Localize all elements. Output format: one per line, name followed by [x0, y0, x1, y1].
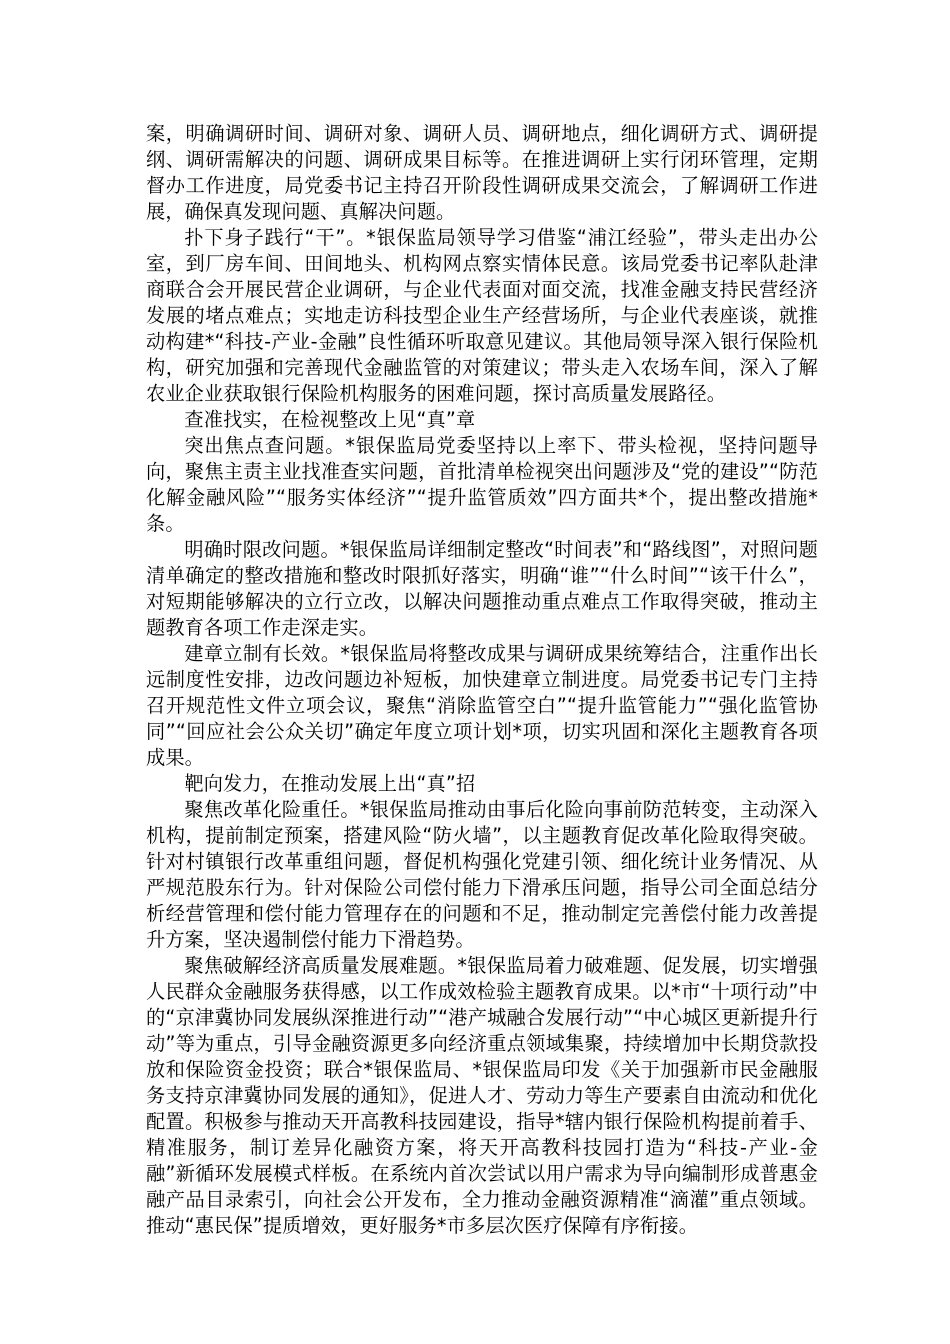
paragraph-2: 扑下身子践行“干”。*银保监局领导学习借鉴“浦江经验”，带头走出办公室，到厂房车间、田间地头、机构网点察实情体民意。该局党委书记率队赴津商联合会开展民营企业调研，与企业代表面对面交流，找准金融支持民营经济发展的堵点难点；实地走访科技型企业生产经营场所，与企业代表座谈，就推动构建*“科技-产业-金融”良性循环听取意见建议。其他局领导深入银行保险机构，研究加强和完善现代金融监管的对策建议；带头走入农场车间，深入了解农业企业获取银行保险机构服务的困难问题，探讨高质量发展路径。	[146, 226, 818, 405]
paragraph-5: 建章立制有长效。*银保监局将整改成果与调研成果统筹结合，注重作出长远制度性安排，边改问题边补短板，加快建章立制进度。局党委书记专门主持召开规范性文件立项会议，聚焦“消除监管空白”“提升监管能力”“强化监管协同”“回应社会公众关切”确定年度立项计划*项，切实巩固和深化主题教育各项成果。	[146, 642, 818, 769]
section-heading-2: 靶向发力，在推动发展上出“真”招	[184, 772, 476, 795]
paragraph-1: 案，明确调研时间、调研对象、调研人员、调研地点，细化调研方式、调研提纲、调研需解决的问题、调研成果目标等。在推进调研上实行闭环管理，定期督办工作进度，局党委书记主持召开阶段性调研成果交流会，了解调研工作进展，确保真发现问题、真解决问题。	[146, 122, 818, 223]
document-body	[146, 121, 818, 1239]
paragraph-3: 突出焦点查问题。*银保监局党委坚持以上率下、带头检视，坚持问题导向，聚焦主责主业找准查实问题，首批清单检视突出问题涉及“党的建设”“防范化解金融风险”“服务实体经济”“提升监管质效”四方面共*个，提出整改措施*条。	[146, 434, 818, 535]
paragraph-6: 聚焦改革化险重任。*银保监局推动由事后化险向事前防范转变，主动深入机构，提前制定预案，搭建风险“防火墙”，以主题教育促改革化险取得突破。针对村镇银行改革重组问题，督促机构强化党建引领、细化统计业务情况、从严规范股东行为。针对保险公司偿付能力下滑承压问题，指导公司全面总结分析经营管理和偿付能力管理存在的问题和不足，推动制定完善偿付能力改善提升方案，坚决遏制偿付能力下滑趋势。	[146, 798, 818, 951]
paragraph-4: 明确时限改问题。*银保监局详细制定整改“时间表”和“路线图”，对照问题清单确定的整改措施和整改时限抓好落实，明确“谁”“什么时间”“该干什么”，对短期能够解决的立行立改，以解决问题推动重点难点工作取得突破，推动主题教育各项工作走深走实。	[146, 538, 818, 639]
section-heading-1: 查准找实，在检视整改上见“真”章	[184, 408, 476, 431]
paragraph-7: 聚焦破解经济高质量发展难题。*银保监局着力破难题、促发展，切实增强人民群众金融服务获得感，以工作成效检验主题教育成果。以*市“十项行动”中的“京津冀协同发展纵深推进行动”“港产城融合发展行动”“中心城区更新提升行动”等为重点，引导金融资源更多向经济重点领域集聚，持续增加中长期贷款投放和保险资金投资；联合*银保监局、*银保监局印发《关于加强新市民金融服务支持京津冀协同发展的通知》，促进人才、劳动力等生产要素自由流动和优化配置。积极参与推动天开高教科技园建设，指导*辖内银行保险机构提前着手、精准服务，制订差异化融资方案，将天开高教科技园打造为“科技-产业-金融”新循环发展模式样板。在系统内首次尝试以用户需求为导向编制形成普惠金融产品目录索引，向社会公开发布，全力推动金融资源精准“滴灌”重点领域。推动“惠民保”提质增效，更好服务*市多层次医疗保障有序衔接。	[146, 954, 818, 1237]
